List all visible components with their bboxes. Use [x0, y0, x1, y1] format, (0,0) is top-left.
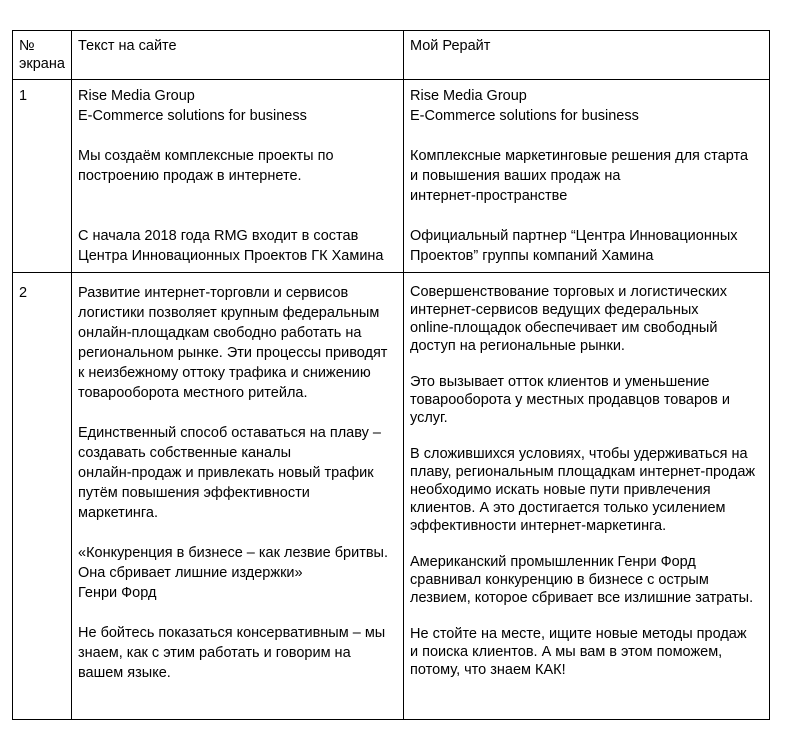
rewrite-paragraph: Комплексные маркетинговые решения для старта и повышения ваших продаж на интернет-пространстве — [410, 148, 749, 204]
site-quote: «Конкуренция в бизнесе – как лезвие бритвы. Она сбривает лишние издержки» Генри Форд — [78, 545, 389, 601]
site-paragraph: С начала 2018 года RMG входит в состав Центра Инновационных Проектов ГК Хамина — [78, 228, 384, 264]
table-row — [13, 273, 770, 720]
screen-number-cell: 2 — [13, 273, 72, 720]
rewrite-cell — [404, 80, 770, 273]
site-paragraph: Мы создаём комплексные проекты по построению продаж в интернете. — [78, 148, 334, 184]
rewrite-table — [12, 30, 770, 720]
table-row — [13, 80, 770, 273]
header-row — [13, 31, 770, 80]
header-screen-number: № экрана — [13, 31, 72, 80]
rewrite-cell — [404, 273, 770, 720]
rewrite-paragraph: Это вызывает отток клиентов и уменьшение товарооборота у местных продавцов товаров и услуг. — [410, 374, 730, 426]
rewrite-paragraph: В сложившихся условиях, чтобы удерживаться на плаву, региональным площадкам интернет-продаж необходимо искать новые пути привлечения клиентов. А это достигается только усилением эффективности интернет-маркетинга. — [410, 446, 756, 534]
screen-number-cell: 1 — [13, 80, 72, 273]
site-title: Rise Media Group E-Commerce solutions for business — [78, 88, 307, 124]
rewrite-paragraph: Не стойте на месте, ищите новые методы продаж и поиска клиентов. А мы вам в этом поможем, потому, что знаем КАК! — [410, 626, 747, 678]
site-paragraph: Единственный способ оставаться на плаву – создавать собственные каналы онлайн-продаж и привлекать новый трафик путём повышения эффективности маркетинга. — [78, 425, 381, 521]
rewrite-paragraph: Совершенствование торговых и логистических интернет-сервисов ведущих федеральных online-площадок обеспечивает им свободный доступ на региональные рынки. — [410, 284, 728, 354]
site-text-cell — [72, 273, 404, 720]
rewrite-paragraph: Американский промышленник Генри Форд сравнивал конкуренцию в бизнесе с острым лезвием, которое сбривает все излишние затраты. — [410, 554, 754, 606]
site-paragraph: Не бойтесь показаться консервативным – мы знаем, как с этим работать и говорим на вашем языке. — [78, 625, 386, 681]
site-text-cell — [72, 80, 404, 273]
header-rewrite: Мой Рерайт — [404, 31, 770, 80]
header-site-text: Текст на сайте — [72, 31, 404, 80]
rewrite-title: Rise Media Group E-Commerce solutions for business — [410, 88, 639, 124]
site-paragraph: Развитие интернет-торговли и сервисов логистики позволяет крупным федеральным онлайн-площадкам свободно работать на региональном рынке. Эти процессы приводят к неизбежному оттоку трафика и снижению товарооборота местного ритейла. — [78, 285, 388, 401]
rewrite-paragraph: Официальный партнер “Центра Инновационных Проектов” группы компаний Хамина — [410, 228, 738, 264]
